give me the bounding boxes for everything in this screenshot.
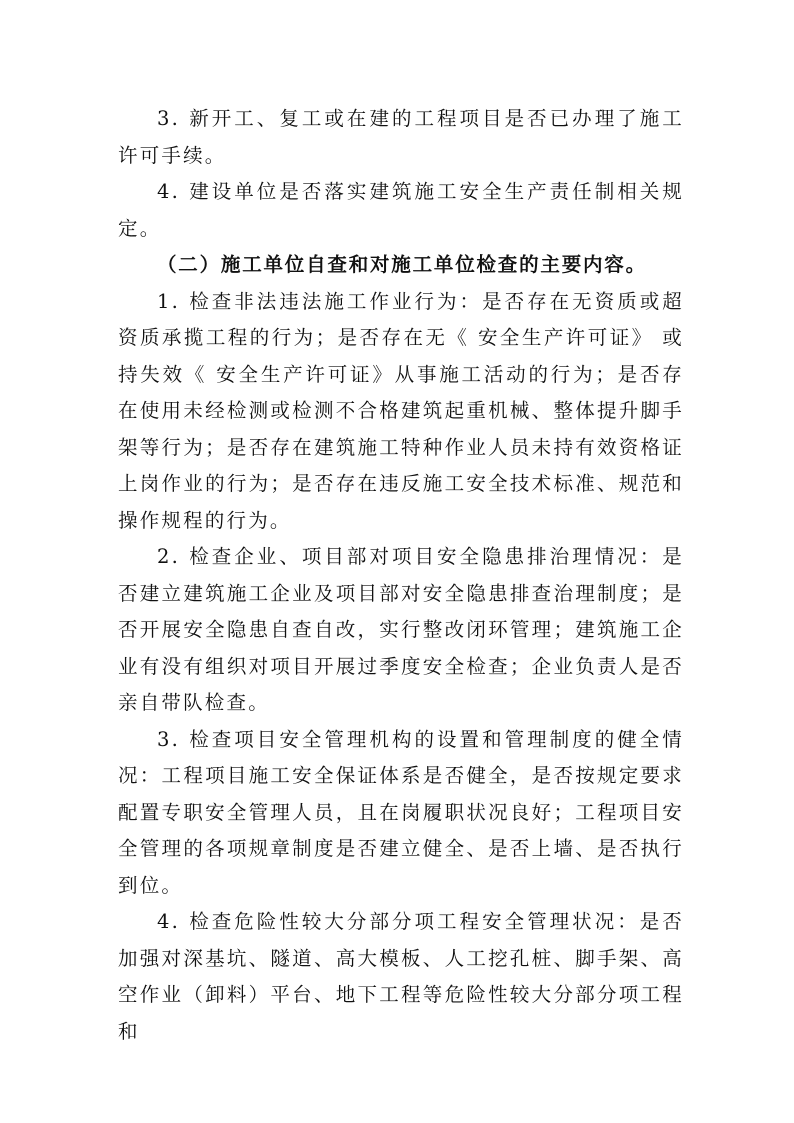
paragraph-item-4-responsibility: 4. 建设单位是否落实建筑施工安全生产责任制相关规定。 bbox=[118, 180, 684, 240]
paragraph-check-hazard-management: 2. 检查企业、项目部对项目安全隐患排治理情况：是否建立建筑施工企业及项目部对安全隐患排查治理制度；是否开展安全隐患自查自改，实行整改闭环管理；建筑施工企业有没有组织对项目开展过季度安全检查；企业负责人是否亲自带队检查。 bbox=[118, 545, 684, 714]
paragraph-item-3-permit: 3. 新开工、复工或在建的工程项目是否已办理了施工许可手续。 bbox=[118, 107, 684, 167]
paragraph-check-dangerous-works: 4. 检查危险性较大分部分项工程安全管理状况：是否加强对深基坑、隧道、高大模板、人工挖孔桩、脚手架、高空作业（卸料）平台、地下工程等危险性较大分部分项工程和 bbox=[118, 910, 684, 1043]
paragraph-check-safety-organization: 3. 检查项目安全管理机构的设置和管理制度的健全情况：工程项目施工安全保证体系是否健全，是否按规定要求配置专职安全管理人员，且在岗履职状况良好；工程项目安全管理的各项规章制度是否建立健全、是否上墙、是否执行到位。 bbox=[118, 727, 684, 897]
paragraph-check-illegal-construction: 1. 检查非法违法施工作业行为：是否存在无资质或超资质承揽工程的行为；是否存在无《 安全生产许可证》 或持失效《 安全生产许可证》从事施工活动的行为；是否存在使用未经检测或检测不合格建筑起重机械、整体提升脚手架等行为；是否存在建筑施工特种作业人员未持有效资格证上岗作业的行为；是否存在违反施工安全技术标准、规范和操作规程的行为。 bbox=[118, 289, 684, 532]
document-body bbox=[118, 101, 684, 1050]
section-heading: （二）施工单位自查和对施工单位检查的主要内容。 bbox=[157, 253, 647, 276]
